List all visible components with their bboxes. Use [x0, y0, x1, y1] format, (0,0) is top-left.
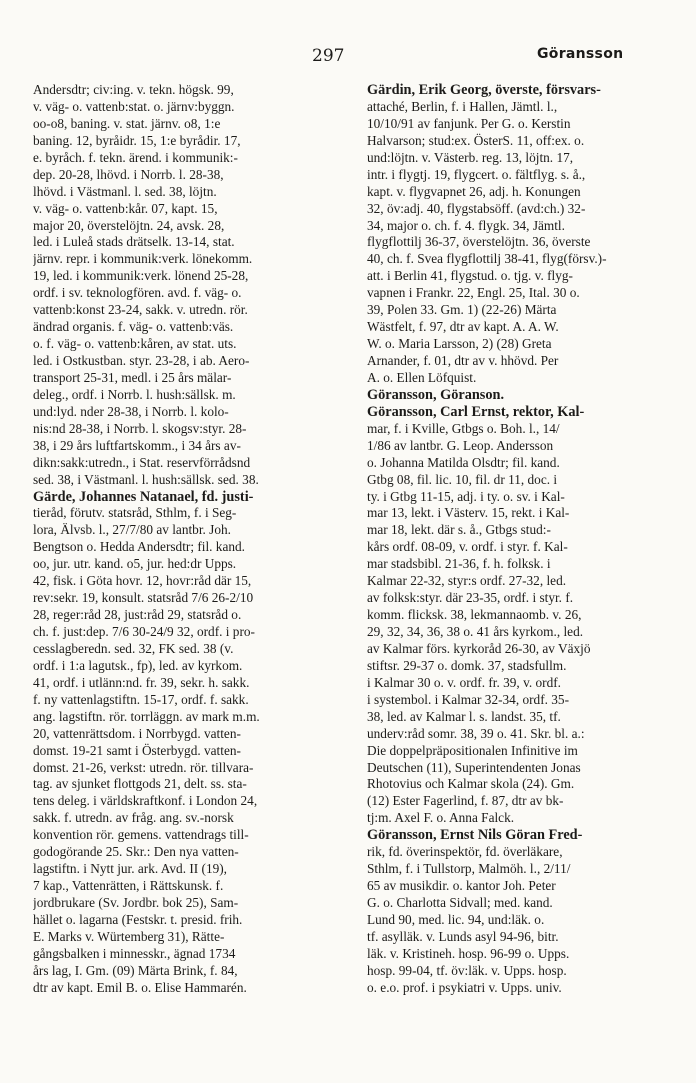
running-head: Göransson: [537, 46, 624, 62]
text-line: Die doppelpräpositionalen Infinitive im: [367, 742, 578, 758]
text-line: ang. lagstiftn. rör. torrläggn. av mark m.m.: [33, 708, 260, 724]
text-line: transport 25-31, medl. i 25 års mälar-: [33, 369, 232, 385]
text-line: ordf. i sv. teknologfören. avd. f. väg- o.: [33, 285, 242, 301]
text-line: attaché, Berlin, f. i Hallen, Jämtl. l.,: [367, 98, 558, 114]
text-line: 28, reger:råd 28, just:råd 29, statsråd o.: [33, 607, 242, 623]
text-line: års lag, I. Gm. (09) Märta Brink, f. 84,: [33, 962, 238, 978]
text-line: tieråd, förutv. statsråd, Sthlm, f. i Seg-: [33, 505, 237, 521]
text-line: Rhotovius och Kalmar skola (24). Gm.: [367, 776, 575, 792]
text-line: 39, Polen 33. Gm. 1) (22-26) Märta: [367, 302, 557, 318]
text-line: Andersdtr; civ:ing. v. tekn. högsk. 99,: [33, 82, 234, 97]
text-line: att. i Berlin 41, flygstud. o. tjg. v. flyg-: [367, 268, 573, 284]
text-line: tf. asylläk. v. Lunds asyl 94-96, bitr.: [367, 928, 559, 944]
text-line: lora, Älvsb. l., 27/7/80 av lantbr. Joh.: [33, 522, 231, 538]
text-line: flygflottilj 36-37, överstelöjtn. 36, överste: [367, 234, 591, 250]
text-line: major 20, överstelöjtn. 24, avsk. 28,: [33, 217, 225, 233]
text-line: godogörande 25. Skr.: Den nya vatten-: [33, 844, 239, 860]
text-line: av Kalmar förs. kyrkoråd 26-30, av Växjö: [367, 640, 591, 656]
text-line: Göransson, Ernst Nils Göran Fred-: [367, 827, 583, 844]
text-line: Gärdin, Erik Georg, överste, försvars-: [367, 82, 601, 98]
text-line: 20, vattenrättsdom. i Norrbygd. vatten-: [33, 725, 241, 741]
text-line: nis:nd 28-38, i Norrb. l. skogsv:styr. 28-: [33, 420, 247, 436]
text-line: Göransson, Carl Ernst, rektor, Kal-: [367, 403, 585, 420]
text-line: 40, ch. f. Svea flygflottilj 38-41, flyg(försv.)-: [367, 251, 607, 267]
text-line: dep. 20-28, lhövd. i Norrb. l. 28-38,: [33, 166, 224, 182]
text-line: tag. av sjunket flottgods 21, delt. ss. sta-: [33, 776, 247, 792]
text-line: 1/86 av lantbr. G. Leop. Andersson: [367, 437, 554, 453]
text-line: 34, major o. ch. f. 4. flygk. 34, Jämtl.: [367, 217, 565, 233]
text-line: baning. 12, byråidr. 15, 1:e byrådir. 17,: [33, 132, 241, 148]
text-line: läk. v. Kristineh. hosp. 96-99 o. Upps.: [367, 945, 570, 961]
text-line: E. Marks v. Würtemberg 31), Rätte-: [33, 928, 225, 944]
left-column: [33, 82, 339, 997]
text-line: rev:sekr. 19, konsult. statsråd 7/6 26-2/10: [33, 590, 254, 606]
text-line: Wästfelt, f. 97, dtr av kapt. A. A. W.: [367, 319, 559, 335]
text-line: 10/10/91 av fanjunk. Per G. o. Kerstin: [367, 115, 571, 131]
text-line: komm. flicksk. 38, lekmannaomb. v. 26,: [367, 607, 582, 623]
text-line: A. o. Ellen Löfquist.: [367, 369, 477, 385]
text-line: ordf. i 1:a lagutsk., fp), led. av kyrkom.: [33, 657, 243, 673]
text-line: gångsbalken i minnesskr., ägnad 1734: [33, 945, 236, 961]
text-line: mar stadsbibl. 21-36, f. h. folksk. i: [367, 556, 551, 572]
text-line: kapt. v. flygvapnet 26, adj. h. Konungen: [367, 183, 581, 199]
text-line: tj:m. Axel F. o. Anna Falck.: [367, 810, 515, 826]
text-line: und:löjtn. v. Västerb. reg. 13, löjtn. 17,: [367, 149, 574, 165]
text-line: sakk. f. utredn. av fråg. ang. sv.-norsk: [33, 810, 234, 826]
text-line: o. e.o. prof. i psykiatri v. Upps. univ.: [367, 979, 562, 995]
text-line: kårs ordf. 08-09, v. ordf. i styr. f. Kal-: [367, 539, 568, 555]
text-line: konvention rör. gemens. vattendrags till-: [33, 827, 249, 843]
text-line: deleg., ordf. i Norrb. l. hush:sällsk. m.: [33, 386, 236, 402]
text-line: underv:råd somr. 38, 39 o. 41. Skr. bl. a.:: [367, 725, 585, 741]
text-line: lagstiftn. i Nytt jur. ark. Avd. II (19),: [33, 861, 228, 877]
text-line: v. väg- o. vattenb:stat. o. järnv:byggn.: [33, 98, 235, 114]
text-line: Deutschen (11), Superintendenten Jonas: [367, 759, 581, 775]
text-line: Arnander, f. 01, dtr av v. hhövd. Per: [367, 353, 559, 368]
text-line: i Kalmar 30 o. v. ordf. fr. 39, v. ordf.: [367, 674, 561, 690]
text-line: Kalmar 22-32, styr:s ordf. 27-32, led.: [367, 573, 567, 589]
text-line: sed. 38, i Västmanl. l. hush:sällsk. sed. 38.: [33, 471, 259, 487]
text-line: stiftsr. 29-37 o. domk. 37, stadsfullm.: [367, 657, 567, 673]
text-line: o. Johanna Matilda Olsdtr; fil. kand.: [367, 454, 560, 470]
text-line: dtr av kapt. Emil B. o. Elise Hammarén.: [33, 979, 247, 995]
text-line: 19, led. i kommunik:verk. lönend 25-28,: [33, 268, 249, 284]
text-line: dikn:sakk:utredn., i Stat. reservförrådsnd: [33, 454, 251, 470]
text-line: vattenb:konst 23-24, sakk. v. utredn. rör.: [33, 302, 248, 318]
text-line: hället o. lagarna (Festskr. t. presid. frih.: [33, 911, 243, 927]
text-line: cesslagberedn. sed. 32, FK sed. 38 (v.: [33, 640, 234, 656]
text-line: 38, led. av Kalmar l. s. landst. 35, tf.: [367, 708, 561, 724]
text-line: o. f. väg- o. vattenb:kåren, av stat. uts.: [33, 336, 237, 352]
text-line: e. byråch. f. tekn. ärend. i kommunik:-: [33, 149, 238, 165]
text-line: und:lyd. nder 28-38, i Norrb. l. kolo-: [33, 403, 229, 419]
text-line: ch. f. just:dep. 7/6 30-24/9 32, ordf. i pro-: [33, 624, 255, 639]
text-line: led. i Luleå stads drätselk. 13-14, stat.: [33, 234, 235, 250]
text-line: led. i Ostkustban. styr. 23-28, i ab. Aero-: [33, 353, 250, 368]
text-line: 32, öv:adj. 40, flygstabsöff. (avd:ch.) 32-: [367, 200, 586, 216]
right-column: [367, 82, 673, 997]
text-line: ty. i Gtbg 11-15, adj. i ty. o. sv. i Kal-: [367, 488, 565, 504]
text-line: mar, f. i Kville, Gtbgs o. Boh. l., 14/: [367, 420, 560, 436]
text-line: W. o. Maria Larsson, 2) (28) Greta: [367, 336, 552, 352]
text-line: domst. 19-21 samt i Österbygd. vatten-: [33, 742, 241, 758]
text-line: f. ny vattenlagstiftn. 15-17, ordf. f. sakk.: [33, 691, 249, 707]
text-line: v. väg- o. vattenb:kår. 07, kapt. 15,: [33, 200, 218, 216]
text-line: domst. 21-26, verkst: utredn. rör. tillvara-: [33, 759, 254, 775]
text-line: tens deleg. i världskraftkonf. i London 24,: [33, 793, 258, 809]
text-line: mar 13, lekt. i Västerv. 15, rekt. i Kal-: [367, 505, 570, 521]
text-line: mar 18, lekt. där s. å., Gtbgs stud:-: [367, 522, 551, 538]
text-line: rik, fd. överinspektör, fd. överläkare,: [367, 844, 563, 860]
text-line: oo-o8, baning. v. stat. järnv. o8, 1:e: [33, 115, 221, 131]
text-line: 29, 32, 34, 36, 38 o. 41 års kyrkom., led.: [367, 624, 584, 639]
text-line: Gtbg 08, fil. lic. 10, fil. dr 11, doc. i: [367, 471, 558, 487]
text-line: Göransson, Göranson.: [367, 386, 505, 403]
text-line: Halvarson; stud:ex. ÖsterS. 11, off:ex. o.: [367, 132, 585, 148]
text-line: järnv. repr. i kommunik:verk. lönekomm.: [33, 251, 253, 267]
text-line: lhövd. i Västmanl. l. sed. 38, löjtn.: [33, 183, 217, 199]
text-line: i systembol. i Kalmar 32-34, ordf. 35-: [367, 691, 570, 707]
text-line: Lund 90, med. lic. 94, und:läk. o.: [367, 911, 545, 927]
text-line: av folksk:styr. där 23-35, ordf. i styr. f.: [367, 590, 574, 606]
text-line: ändrad organis. f. väg- o. vattenb:väs.: [33, 319, 234, 335]
text-line: Bengtson o. Hedda Andersdtr; fil. kand.: [33, 539, 245, 555]
text-line: G. o. Charlotta Sidvall; med. kand.: [367, 895, 553, 910]
text-line: intr. i flygtj. 19, flygcert. o. fältflyg. s. å.,: [367, 166, 586, 182]
text-line: oo, jur. utr. kand. o5, jur. hed:dr Upps.: [33, 556, 237, 572]
page-number: 297: [312, 46, 345, 66]
text-line: 65 av musikdir. o. kantor Joh. Peter: [367, 878, 556, 894]
text-line: (12) Ester Fagerlind, f. 87, dtr av bk-: [367, 793, 564, 809]
text-line: 42, fisk. i Göta hovr. 12, hovr:råd där 15,: [33, 573, 252, 589]
text-line: Sthlm, f. i Tullstorp, Malmöh. l., 2/11/: [367, 861, 571, 877]
text-line: vapnen i Frankr. 22, Engl. 25, Ital. 30 o.: [367, 285, 580, 301]
text-line: hosp. 99-04, tf. öv:läk. v. Upps. hosp.: [367, 962, 567, 978]
text-line: jordbrukare (Sv. Jordbr. bok 25), Sam-: [33, 895, 239, 910]
text-line: 38, i 29 års luftfartskomm., i 34 års av-: [33, 437, 241, 453]
text-line: Gärde, Johannes Natanael, fd. justi-: [33, 488, 254, 505]
text-line: 41, ordf. i utlänn:nd. fr. 39, sekr. h. sakk.: [33, 674, 250, 690]
text-line: 7 kap., Vattenrätten, i Rättskunsk. f.: [33, 878, 224, 894]
